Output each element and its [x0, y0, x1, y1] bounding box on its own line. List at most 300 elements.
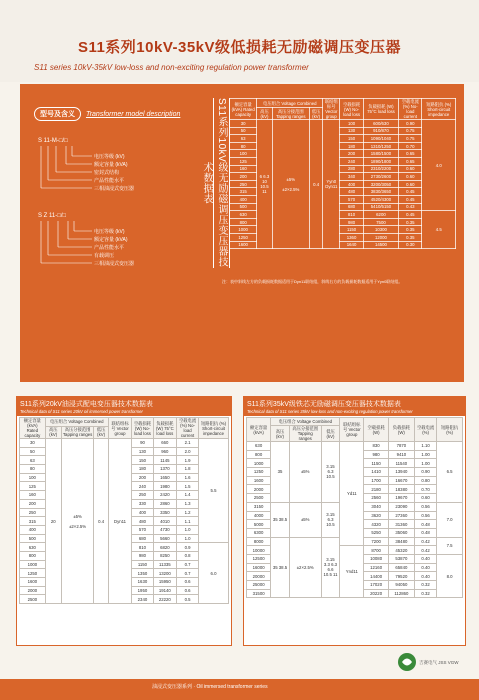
cell: 1000	[230, 226, 257, 234]
cell: 0.5	[177, 595, 199, 604]
cell: 1950	[132, 586, 153, 595]
cell: 16670	[388, 476, 414, 485]
cell: 0.65	[399, 157, 422, 165]
table-35kv	[246, 417, 463, 598]
cell: 630	[230, 211, 257, 219]
cell: 1.00	[415, 459, 437, 468]
vector-cell: Dyn11	[108, 439, 131, 604]
cell: 250	[132, 491, 153, 500]
th-noload-current: 空载电流 (%) No-load current	[399, 99, 422, 120]
card-35kv-title: S11系列35kV级铁芯无励磁调压变压器技术数据表	[247, 401, 401, 408]
model1-item: 密封式结构	[94, 170, 120, 176]
cell: 1600	[230, 241, 257, 249]
cell: 80	[20, 465, 46, 474]
cell: 0.30	[399, 241, 422, 249]
side-title-zh: S11系列10kV级无励磁调压变压器技术数据表	[201, 98, 227, 268]
cell: 0.60	[399, 180, 422, 188]
tap-cell	[61, 439, 94, 604]
cell: 10300	[363, 226, 398, 234]
lv-cell: 0.4	[94, 439, 108, 604]
impedance-cell: 4.5	[422, 211, 456, 249]
th-lv: 低压 (kV)	[310, 108, 323, 120]
cell: 94050	[388, 581, 414, 590]
model2-lines	[38, 221, 98, 273]
cell: 14400	[364, 572, 388, 581]
tap-cell: ±5%	[289, 442, 321, 503]
cell: 0.45	[399, 195, 422, 203]
th-hv: 高压 (kV)	[257, 108, 272, 120]
cell: 23090	[388, 502, 414, 511]
cell: 15950	[153, 578, 176, 587]
cell: 160	[230, 165, 257, 173]
cell: 2310/2200	[363, 165, 398, 173]
cell: 20000	[247, 572, 271, 581]
cell: 0.32	[415, 581, 437, 590]
cell: 400	[230, 195, 257, 203]
cell: 27360	[388, 511, 414, 520]
cell: 5250	[364, 528, 388, 537]
cell: 1090/1040	[363, 135, 398, 143]
cell: 6300	[247, 528, 271, 537]
cell: 150	[132, 456, 153, 465]
cell: 16000	[247, 563, 271, 572]
model1-item: 额定容量 (kVA)	[94, 162, 128, 168]
cell: 0.40	[415, 572, 437, 581]
lv-cell: 3.15 3.3 6.3 6.6 10.5 11	[321, 537, 339, 598]
cell: 0.90	[399, 120, 422, 128]
cell: 600/630	[363, 120, 398, 128]
tap1: ±5%	[73, 513, 82, 519]
th-vector: 联结组标号 Vector group	[340, 418, 364, 442]
cell: 0.60	[399, 173, 422, 181]
cell: 2.0	[177, 447, 199, 456]
table-20kv	[19, 417, 229, 604]
lv-cell: 3.15 6.3 10.5	[321, 442, 339, 503]
vector-cell: Yyn0 Dyn11	[323, 120, 340, 249]
cell: 13200	[153, 569, 176, 578]
tap-cell	[272, 120, 309, 249]
cell: 12000	[363, 233, 398, 241]
cell: 3350	[153, 508, 176, 517]
cell: 960	[153, 447, 176, 456]
model1-item: 电压等级 (kV)	[94, 154, 125, 160]
th-tap: 高压分接范围 Tapping ranges	[289, 426, 321, 442]
hv-cell: 6 6.3 10 10.5 11	[257, 120, 272, 249]
th-lv: 低压 (kV)	[321, 426, 339, 442]
cell: 1.10	[415, 442, 437, 451]
cell: 830	[364, 442, 388, 451]
th-voltage-group: 电压组合 Voltage Combined	[271, 418, 340, 426]
tap-cell: ±2×2.5%	[289, 537, 321, 598]
cell: 10000	[247, 546, 271, 555]
cell: 1.00	[415, 450, 437, 459]
cell: 0.90	[415, 468, 437, 477]
cell: 0.80	[415, 476, 437, 485]
th-capacity: 额定容量 (kVA) Rated capacity	[20, 418, 46, 439]
cell: 1370	[153, 465, 176, 474]
cell: 1.3	[177, 499, 199, 508]
tap1: ±5%	[286, 176, 296, 182]
cell: 800	[247, 450, 271, 459]
cell: 1650	[153, 473, 176, 482]
th-lv: 低压 (kV)	[94, 426, 108, 438]
table-row	[20, 439, 229, 448]
cell: 30	[20, 439, 46, 448]
th-vector: 联结组标号 Vector group	[108, 418, 131, 439]
cell: 800	[230, 218, 257, 226]
card-20kv	[16, 396, 232, 646]
hv-cell: 20	[45, 439, 61, 604]
cell: 0.6	[177, 586, 199, 595]
cell: 630	[20, 543, 46, 552]
cell: 4000	[247, 511, 271, 520]
impedance-cell: 8.0	[437, 554, 463, 597]
th-impedance: 短路阻抗 (%) Short-circuit impedance	[422, 99, 456, 120]
cell: 19140	[153, 586, 176, 595]
th-hv: 高压 (kV)	[45, 426, 61, 438]
page-subtitle: S11 series 10kV-35kV low-loss and non-exciting regulation power transformer	[34, 63, 309, 72]
cell: 5000	[247, 520, 271, 529]
cell: 660	[153, 439, 176, 448]
cell: 31360	[388, 520, 414, 529]
cell: 0.48	[415, 520, 437, 529]
cell: 0.56	[415, 511, 437, 520]
cell: 240	[132, 482, 153, 491]
cell: 0.60	[415, 494, 437, 503]
cell: 8000	[247, 537, 271, 546]
cell: 6200	[363, 211, 398, 219]
cell: 130	[132, 447, 153, 456]
cell: 14500	[363, 241, 398, 249]
cell: 4010	[153, 517, 176, 526]
cell: 315	[20, 517, 46, 526]
cell: 65840	[388, 563, 414, 572]
cell: 1640	[340, 241, 363, 249]
cell: 1145	[153, 456, 176, 465]
cell: 0.42	[415, 537, 437, 546]
vector-cell: Yd11	[340, 442, 364, 546]
cell: 480	[340, 188, 363, 196]
cell: 250	[230, 180, 257, 188]
vector-cell: Ynd11	[340, 546, 364, 598]
main-data-table	[229, 98, 456, 249]
table-note: 注：表中斜线左方的负载损耗数据适用于Dyn11联结组，斜线右方的负载损耗数据适用于Yyn0联结组。	[222, 279, 403, 284]
cell: 480	[132, 517, 153, 526]
cell: 980	[364, 450, 388, 459]
th-noload-loss: 空载损耗 (W)	[364, 418, 388, 442]
brand-logo	[397, 652, 465, 674]
card-35kv-header	[244, 397, 465, 416]
cell: 1.0	[177, 534, 199, 543]
cell: 200	[340, 150, 363, 158]
cell: 5660	[153, 534, 176, 543]
cell: 1.0	[177, 525, 199, 534]
cell: 180	[132, 465, 153, 474]
cell: 1000	[247, 459, 271, 468]
cell: 1150	[132, 560, 153, 569]
cell: 3040	[364, 502, 388, 511]
th-noload-current: 空载电流 (%) No-load current	[177, 418, 199, 439]
cell: 1000	[20, 560, 46, 569]
th-voltage-group: 电压组合 Voltage Combined	[257, 99, 323, 108]
th-tap: 高压分接范围 Tapping ranges	[272, 108, 309, 120]
cell: 125	[20, 482, 46, 491]
cell: 11540	[388, 459, 414, 468]
cell: 1600	[247, 476, 271, 485]
cell: 8700	[364, 546, 388, 555]
cell: 2860	[153, 499, 176, 508]
cell: 570	[340, 195, 363, 203]
cell: 1360	[340, 233, 363, 241]
model2-item: 产品性能水平	[94, 245, 125, 251]
model2-item: 电压等级 (kV)	[94, 229, 125, 235]
table-row	[247, 442, 463, 451]
cell: 500	[230, 203, 257, 211]
logo-text: 吉赛电气 JSS VGW	[419, 660, 459, 665]
cell: 50	[230, 127, 257, 135]
cell: 2000	[247, 485, 271, 494]
cell: 680	[340, 203, 363, 211]
model2-item: 有载调压	[94, 253, 115, 259]
cell: 19670	[388, 494, 414, 503]
cell: 1250	[20, 569, 46, 578]
cell: 2000	[20, 586, 46, 595]
cell: 1250	[230, 233, 257, 241]
cell: 315	[230, 188, 257, 196]
cell: 53870	[388, 554, 414, 563]
impedance-cell: 6.0	[199, 543, 229, 604]
cell: 0.75	[399, 135, 422, 143]
cell: 0.43	[399, 203, 422, 211]
cell: 980	[132, 551, 153, 560]
cell: 1150	[364, 459, 388, 468]
cell: 130	[340, 127, 363, 135]
cell: 0.40	[415, 554, 437, 563]
cell: 680	[132, 534, 153, 543]
cell: 6820	[153, 543, 176, 552]
cell: 0.42	[415, 546, 437, 555]
cell: 570	[132, 525, 153, 534]
cell: 1.4	[177, 491, 199, 500]
cell: 200	[230, 173, 257, 181]
cell: 79520	[388, 572, 414, 581]
cell: 2730/2600	[363, 173, 398, 181]
cell: 1.9	[177, 456, 199, 465]
footer-bar	[0, 679, 479, 700]
cell: 2.1	[177, 439, 199, 448]
cell: 2500	[20, 595, 46, 604]
cell: 280	[340, 165, 363, 173]
page-title: S11系列10kV-35kV级低损耗无励磁调压变压器	[77, 39, 402, 56]
cell: 4320	[364, 520, 388, 529]
cell: 0.9	[177, 543, 199, 552]
card-20kv-header	[17, 397, 231, 416]
cell: 1.2	[177, 508, 199, 517]
cell: 400	[20, 525, 46, 534]
cell: 0.75	[399, 127, 422, 135]
model-label-zh: 型号及含义	[34, 107, 81, 121]
cell: 0.7	[177, 569, 199, 578]
lv-cell: 0.4	[310, 120, 323, 249]
cell: 0.65	[399, 150, 422, 158]
cell: 1.1	[177, 517, 199, 526]
cell: 0.45	[399, 188, 422, 196]
lv-cell: 3.15 6.3 10.5	[321, 502, 339, 537]
cell: 0.7	[177, 560, 199, 569]
cell: 1630	[132, 578, 153, 587]
table-row	[230, 120, 456, 128]
cell: 10080	[364, 554, 388, 563]
cell: 12500	[247, 554, 271, 563]
impedance-cell: 4.0	[422, 120, 456, 211]
th-load-loss: 负载损耗 (W) 75°C load loss	[363, 99, 398, 120]
impedance-cell: 7.0	[437, 502, 463, 537]
cell: 1890/1800	[363, 157, 398, 165]
cell: 500	[20, 534, 46, 543]
th-voltage-group: 电压组合 Voltage Combined	[45, 418, 108, 427]
cell: 0.48	[415, 528, 437, 537]
impedance-cell: 5.5	[199, 439, 229, 543]
cell: 200	[132, 473, 153, 482]
model1-lines	[38, 146, 98, 198]
cell: 0.6	[177, 578, 199, 587]
cell: 4520/4300	[363, 195, 398, 203]
th-noload-current: 空载电流 (%)	[415, 418, 437, 442]
cell: 810	[340, 211, 363, 219]
cell: 17020	[364, 581, 388, 590]
cell: 112860	[388, 589, 414, 598]
tap-cell: ±5%	[289, 502, 321, 537]
cell: 240	[340, 157, 363, 165]
cell: 1.6	[177, 473, 199, 482]
cell: 8250	[153, 551, 176, 560]
cell: 18380	[388, 485, 414, 494]
cell: 30	[230, 120, 257, 128]
cell: 13940	[388, 468, 414, 477]
cell: 1410	[364, 468, 388, 477]
hv-cell: 35	[271, 442, 289, 503]
cell: 180	[340, 142, 363, 150]
cell: 1580/1500	[363, 150, 398, 158]
cell: 31500	[247, 589, 271, 598]
cell: 3620	[364, 511, 388, 520]
cell: 2180	[364, 485, 388, 494]
tap2: ±2×2.5%	[69, 523, 87, 529]
cell: 4730	[153, 525, 176, 534]
th-vector: 联结组标号 Vector group	[323, 99, 340, 120]
cell: 400	[132, 508, 153, 517]
th-impedance: 短路阻抗 (%)	[437, 418, 463, 442]
logo-icon	[397, 652, 417, 672]
th-load-loss: 负载损耗 (W) 75°C load loss	[153, 418, 176, 439]
model2-code: S Z 11-□/□	[38, 213, 67, 219]
cell: 400	[340, 180, 363, 188]
cell: 90	[132, 439, 153, 448]
cell: 2560	[364, 494, 388, 503]
card-20kv-title: S11系列20kV油浸式配电变压器技术数据表	[20, 401, 153, 408]
th-capacity: 额定容量 (kVA) Rated capacity	[230, 99, 257, 120]
th-noload-loss: 空载损耗 (W) No-load loss	[340, 99, 363, 120]
cell: 2340	[132, 595, 153, 604]
cell: 3200/3050	[363, 180, 398, 188]
tap2: ±2×2.5%	[282, 186, 300, 192]
cell: 0.70	[399, 142, 422, 150]
cell: 0.45	[399, 211, 422, 219]
cell: 7500	[363, 218, 398, 226]
cell: 150	[340, 135, 363, 143]
cell: 200	[20, 499, 46, 508]
th-impedance: 短路阻抗 (%) Short-circuit impedance	[199, 418, 229, 439]
cell: 630	[247, 442, 271, 451]
impedance-cell: 7.5	[437, 537, 463, 554]
cell: 1250	[247, 468, 271, 477]
cell: 980	[340, 218, 363, 226]
hv-cell: 35 38.5	[271, 502, 289, 537]
card-20kv-subtitle: Technical data of S11 series 20kV oil immersed power transformer	[20, 409, 143, 414]
cell: 0.40	[415, 563, 437, 572]
cell: 0.35	[399, 218, 422, 226]
model1-item: 产品性能水平	[94, 178, 125, 184]
cell: 810	[132, 543, 153, 552]
model1-code: S 11-M-□/□	[38, 138, 68, 144]
th-tap: 高压分接范围 Tapping ranges	[62, 427, 93, 438]
cell: 100	[230, 150, 257, 158]
cell: 9410	[388, 450, 414, 459]
cell: 0.35	[399, 233, 422, 241]
th-hv: 高压 (kV)	[271, 426, 289, 442]
cell: 0.70	[415, 485, 437, 494]
cell: 5410/5150	[363, 203, 398, 211]
cell: 11335	[153, 560, 176, 569]
cell: 7200	[364, 537, 388, 546]
cell: 0.60	[399, 165, 422, 173]
model1-item: 三相油浸式变压器	[94, 186, 135, 192]
cell: 3150	[247, 502, 271, 511]
cell: 2500	[247, 494, 271, 503]
cell: 160	[20, 491, 46, 500]
cell: 38480	[388, 537, 414, 546]
cell: 45320	[388, 546, 414, 555]
th-capacity: 额定容量 (kVA)	[247, 418, 271, 442]
cell: 100	[20, 473, 46, 482]
cell: 3830/3650	[363, 188, 398, 196]
cell: 12160	[364, 563, 388, 572]
model2-item: 三相油浸式变压器	[94, 261, 135, 267]
cell: 1.5	[177, 482, 199, 491]
model-label-en: Transformer model description	[85, 111, 181, 118]
cell: 50	[20, 447, 46, 456]
cell: 1600	[20, 578, 46, 587]
cell: 0.8	[177, 551, 199, 560]
cell: 1310/1250	[363, 142, 398, 150]
cell: 63	[20, 456, 46, 465]
cell: 7870	[388, 442, 414, 451]
cell: 800	[20, 551, 46, 560]
card-35kv-subtitle: Technical data of S11 series 35kV low-loss and non-exciting regulation power transformer	[247, 409, 413, 414]
cell: 1350	[132, 569, 153, 578]
cell: 1.8	[177, 465, 199, 474]
cell: 1700	[364, 476, 388, 485]
model2-item: 额定容量 (kVA)	[94, 237, 128, 243]
cell: 910/870	[363, 127, 398, 135]
cell: 80	[230, 142, 257, 150]
cell: 250	[20, 508, 46, 517]
cell: 35060	[388, 528, 414, 537]
hv-cell: 35 38.5	[271, 537, 289, 598]
impedance-cell: 6.5	[437, 442, 463, 503]
cell: 1150	[340, 226, 363, 234]
cell: 1980	[153, 482, 176, 491]
